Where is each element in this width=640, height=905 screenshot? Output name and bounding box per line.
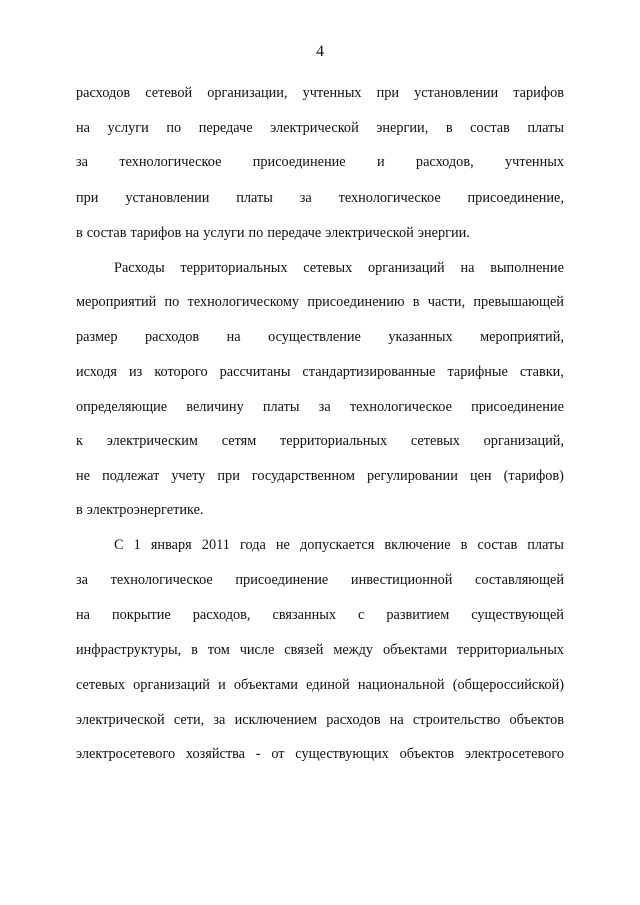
word: энергии, [376, 120, 429, 136]
word: части, [427, 294, 466, 310]
word: регулировании [367, 468, 458, 484]
word: в [445, 120, 453, 136]
word: связанных [272, 607, 337, 623]
word: 1 [133, 537, 141, 553]
word: (общероссийской) [452, 677, 564, 693]
word: инфраструктуры, [76, 642, 182, 658]
word: технологическое [338, 190, 441, 206]
text-line [76, 570, 564, 590]
word: территориальных [456, 642, 564, 658]
word: расходов, [192, 607, 251, 623]
word: платы [527, 537, 564, 553]
word: за [318, 399, 331, 415]
word: учтенных [302, 85, 362, 101]
word: покрытие [112, 607, 171, 623]
word: присоединение, [467, 190, 564, 206]
word: присоединение [235, 572, 329, 588]
word: на [460, 260, 475, 276]
word: стандартизированные [302, 364, 436, 380]
word: сетевых [76, 677, 125, 693]
word: по [166, 120, 182, 136]
word: государственном [251, 468, 355, 484]
word: передаче [198, 120, 253, 136]
word: исходя [76, 364, 117, 380]
word: технологическому [187, 294, 300, 310]
word: территориальных [280, 433, 388, 449]
word: передаче [267, 225, 322, 241]
word: в [460, 537, 468, 553]
word: установлении [125, 190, 210, 206]
text-line [76, 327, 564, 347]
word: в [412, 294, 420, 310]
word: электрической [325, 225, 414, 241]
word: определяющие [76, 399, 168, 415]
word: учету [171, 468, 206, 484]
text-line [114, 258, 564, 278]
word: указанных [388, 329, 453, 345]
word: существующих [295, 746, 389, 762]
word: электросетевого [76, 746, 176, 762]
word: том [207, 642, 230, 658]
word: при [217, 468, 240, 484]
word: на [226, 329, 241, 345]
word: электрическим [106, 433, 198, 449]
word: объектами [233, 677, 298, 693]
text-line [76, 397, 564, 417]
word: территориальных [180, 260, 288, 276]
word: при [376, 85, 400, 101]
text-line [76, 466, 564, 486]
word: строительство [412, 712, 501, 728]
word: развитием [386, 607, 450, 623]
word: по [164, 294, 180, 310]
text-line [76, 675, 564, 695]
word: от [271, 746, 285, 762]
word: единой [306, 677, 350, 693]
word: за [213, 712, 226, 728]
word: инвестиционной [350, 572, 453, 588]
word: электросетевого [464, 746, 564, 762]
word: года [239, 537, 266, 553]
word: на [76, 120, 90, 136]
page-number: 4 [316, 43, 324, 60]
word: величину [186, 399, 244, 415]
word: 2011 [201, 537, 230, 553]
word: расходов [144, 329, 200, 345]
text-line [76, 640, 564, 660]
word: за [76, 572, 88, 588]
word: Расходы [114, 260, 165, 276]
word: числе [239, 642, 275, 658]
word: цен [469, 468, 492, 484]
word: тарифов [513, 85, 564, 101]
word: не [275, 537, 290, 553]
word: присоединение [252, 154, 346, 170]
word: сети, [173, 712, 205, 728]
word: тарифные [447, 364, 508, 380]
word: на [185, 225, 200, 241]
word: которого [154, 364, 208, 380]
text-line [76, 710, 564, 730]
word: расходов [326, 712, 381, 728]
word: тарифов [130, 225, 182, 241]
word: на [76, 607, 90, 623]
word: включение [384, 537, 451, 553]
word: сетевой [145, 85, 193, 101]
word: организации, [207, 85, 288, 101]
word: размер [76, 329, 118, 345]
text-line [76, 292, 564, 312]
word: и [218, 677, 226, 693]
text-line [76, 500, 564, 520]
word: услуги [107, 120, 149, 136]
word: из [129, 364, 143, 380]
word: за [76, 154, 88, 170]
text-line [76, 605, 564, 625]
word: состав [86, 225, 127, 241]
word: электрической [76, 712, 165, 728]
word: объектов [509, 712, 564, 728]
word: присоединению [307, 294, 405, 310]
text-line [76, 188, 564, 208]
word: объектов [399, 746, 455, 762]
word: состав [477, 537, 518, 553]
word: организаций [367, 260, 445, 276]
text-line [76, 118, 564, 138]
word: расходов [76, 85, 131, 101]
text-line [76, 83, 564, 103]
word: услуги [203, 225, 245, 241]
word: к [76, 433, 83, 449]
word: технологическое [119, 154, 222, 170]
word: организаций, [483, 433, 564, 449]
word: на [389, 712, 404, 728]
word: превышающей [473, 294, 564, 310]
text-line [76, 152, 564, 172]
word: присоединение [471, 399, 564, 415]
word: технологическое [349, 399, 452, 415]
word: сетевых [410, 433, 460, 449]
word: электрической [270, 120, 359, 136]
word: энергии. [417, 225, 470, 241]
word: при [76, 190, 99, 206]
word: организаций [133, 677, 210, 693]
word: не [76, 468, 90, 484]
word: мероприятий [76, 294, 157, 310]
word: существующей [471, 607, 564, 623]
word: составляющей [475, 572, 564, 588]
word: - [255, 746, 261, 762]
word: подлежат [102, 468, 160, 484]
word: национальной [357, 677, 445, 693]
word: и [376, 154, 385, 170]
word: платы [236, 190, 273, 206]
word: (тарифов) [503, 468, 564, 484]
word: выполнение [490, 260, 564, 276]
word: связей [284, 642, 324, 658]
word: в [191, 642, 198, 658]
text-line [76, 362, 564, 382]
text-line [114, 535, 564, 555]
word: в [76, 502, 83, 518]
word: января [150, 537, 192, 553]
word: платы [527, 120, 564, 136]
word: исключением [234, 712, 318, 728]
text-line [76, 431, 564, 451]
word: электроэнергетике. [86, 502, 204, 518]
word: за [299, 190, 312, 206]
word: в [76, 225, 83, 241]
word: мероприятий, [480, 329, 564, 345]
word: между [333, 642, 374, 658]
word: технологическое [110, 572, 213, 588]
word: установлении [414, 85, 499, 101]
word: хозяйства [185, 746, 246, 762]
text-line [76, 223, 564, 243]
word: учтенных [505, 154, 564, 170]
word: рассчитаны [219, 364, 291, 380]
word: по [248, 225, 264, 241]
word: с [358, 607, 365, 623]
word: состав [470, 120, 510, 136]
word: платы [262, 399, 300, 415]
word: осуществление [268, 329, 361, 345]
word: сетям [221, 433, 257, 449]
word: С [114, 537, 124, 553]
word: сетевых [303, 260, 353, 276]
word: объектами [382, 642, 447, 658]
word: ставки, [519, 364, 564, 380]
word: допускается [299, 537, 375, 553]
word: расходов, [415, 154, 474, 170]
text-line [76, 744, 564, 764]
